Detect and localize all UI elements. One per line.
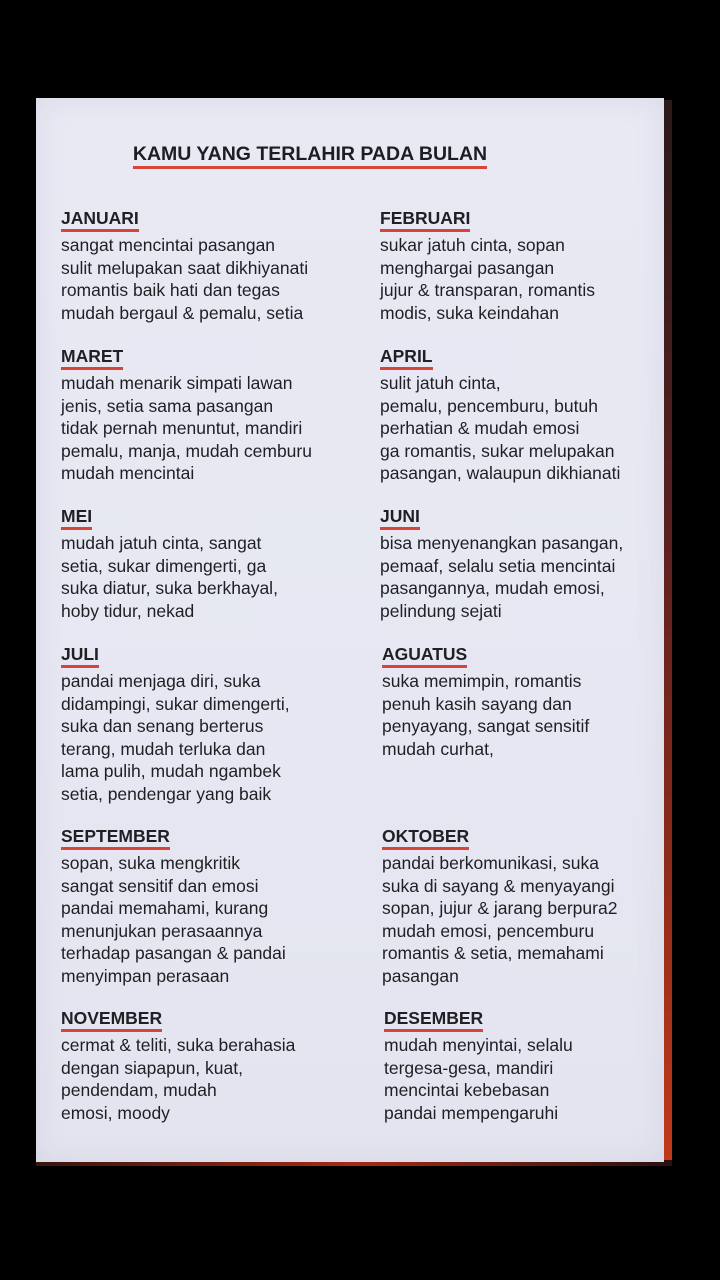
month-heading: DESEMBER — [384, 1008, 483, 1032]
month-block-januari — [61, 208, 308, 324]
trait-line: pemalu, pencemburu, butuh — [380, 395, 598, 416]
month-heading: AGUATUS — [382, 644, 467, 668]
month-block-juli — [61, 644, 290, 805]
trait-line: penuh kasih sayang dan — [382, 693, 572, 714]
month-heading: MEI — [61, 506, 92, 530]
trait-line: suka dan senang berterus — [61, 716, 264, 736]
trait-line: jujur & transparan, romantis — [380, 280, 595, 300]
trait-line: sangat mencintai pasangan — [61, 235, 276, 255]
month-heading: MARET — [61, 346, 123, 370]
month-heading: APRIL — [380, 346, 433, 370]
trait-line: romantis baik hati dan tegas — [61, 280, 280, 300]
trait-line: didampingi, sukar dimengerti, — [61, 693, 290, 714]
trait-line: sangat sensitif dan emosi — [61, 875, 259, 896]
trait-line: suka memimpin, romantis — [382, 671, 582, 691]
title-text: KAMU YANG TERLAHIR PADA BULAN — [133, 142, 487, 169]
trait-line: pasangan, walaupun dikhianati — [380, 463, 621, 483]
trait-line: mudah menyintai, selalu — [384, 1035, 573, 1055]
trait-line: menunjukan perasaannya — [61, 920, 263, 941]
trait-line: sulit melupakan saat dikhiyanati — [61, 257, 309, 278]
month-block-desember — [384, 1008, 573, 1124]
trait-line: bisa menyenangkan pasangan, — [380, 533, 624, 553]
trait-line: sopan, jujur & jarang berpura2 — [382, 898, 618, 918]
trait-line: romantis & setia, memahami — [382, 943, 604, 963]
month-heading: FEBRUARI — [380, 208, 470, 232]
document-title — [100, 142, 520, 169]
trait-line: mudah emosi, pencemburu — [382, 920, 595, 941]
trait-line: sopan, suka mengkritik — [61, 853, 240, 873]
trait-line: pemaaf, selalu setia mencintai — [380, 555, 616, 576]
month-heading: NOVEMBER — [61, 1008, 162, 1032]
trait-line: ga romantis, sukar melupakan — [380, 440, 615, 461]
trait-line: setia, pendengar yang baik — [61, 783, 272, 804]
trait-line: mudah curhat, — [382, 738, 494, 759]
month-heading: SEPTEMBER — [61, 826, 170, 850]
trait-line: pandai menjaga diri, suka — [61, 671, 261, 691]
trait-line: pelindung sejati — [380, 600, 502, 621]
trait-line: mencintai kebebasan — [384, 1080, 550, 1100]
trait-line: tidak pernah menuntut, mandiri — [61, 418, 303, 438]
trait-line: penyayang, sangat sensitif — [382, 716, 590, 736]
trait-line: mudah bergaul & pemalu, setia — [61, 302, 304, 323]
trait-line: sukar jatuh cinta, sopan — [380, 235, 565, 255]
trait-line: pandai mempengaruhi — [384, 1102, 559, 1123]
trait-line: modis, suka keindahan — [380, 302, 559, 323]
trait-line: pandai berkomunikasi, suka — [382, 853, 599, 873]
trait-line: mudah mencintai — [61, 463, 195, 483]
trait-line: sulit jatuh cinta, — [380, 373, 501, 393]
trait-line: mudah jatuh cinta, sangat — [61, 533, 262, 553]
trait-line: cermat & teliti, suka berahasia — [61, 1035, 296, 1055]
month-block-juni — [380, 506, 623, 622]
trait-line: menyimpan perasaan — [61, 965, 230, 986]
trait-line: terhadap pasangan & pandai — [61, 943, 286, 963]
month-heading: JUNI — [380, 506, 420, 530]
month-block-februari — [380, 208, 595, 324]
trait-line: perhatian & mudah emosi — [380, 418, 580, 438]
trait-line: suka diatur, suka berkhayal, — [61, 578, 278, 598]
trait-line: jenis, setia sama pasangan — [61, 395, 274, 416]
trait-line: dengan siapapun, kuat, — [61, 1057, 243, 1078]
month-heading: JULI — [61, 644, 99, 668]
month-block-mei — [61, 506, 278, 622]
trait-line: tergesa-gesa, mandiri — [384, 1057, 554, 1078]
trait-line: terang, mudah terluka dan — [61, 738, 266, 759]
trait-line: hoby tidur, nekad — [61, 600, 195, 621]
trait-line: emosi, moody — [61, 1102, 170, 1123]
month-block-maret — [61, 346, 312, 485]
trait-line: pendendam, mudah — [61, 1080, 217, 1100]
trait-line: pasangannya, mudah emosi, — [380, 578, 605, 598]
month-heading: JANUARI — [61, 208, 139, 232]
trait-line: suka di sayang & menyayangi — [382, 875, 615, 896]
trait-line: pemalu, manja, mudah cemburu — [61, 440, 312, 461]
trait-line: pandai memahami, kurang — [61, 898, 269, 918]
month-block-april — [380, 346, 620, 485]
month-block-agustus — [382, 644, 589, 760]
trait-line: menghargai pasangan — [380, 257, 555, 278]
month-block-november — [61, 1008, 295, 1124]
month-heading: OKTOBER — [382, 826, 469, 850]
trait-line: mudah menarik simpati lawan — [61, 373, 293, 393]
month-block-september — [61, 826, 286, 987]
trait-line: lama pulih, mudah ngambek — [61, 761, 281, 781]
trait-line: setia, sukar dimengerti, ga — [61, 555, 267, 576]
trait-line: pasangan — [382, 965, 459, 986]
month-block-oktober — [382, 826, 617, 987]
